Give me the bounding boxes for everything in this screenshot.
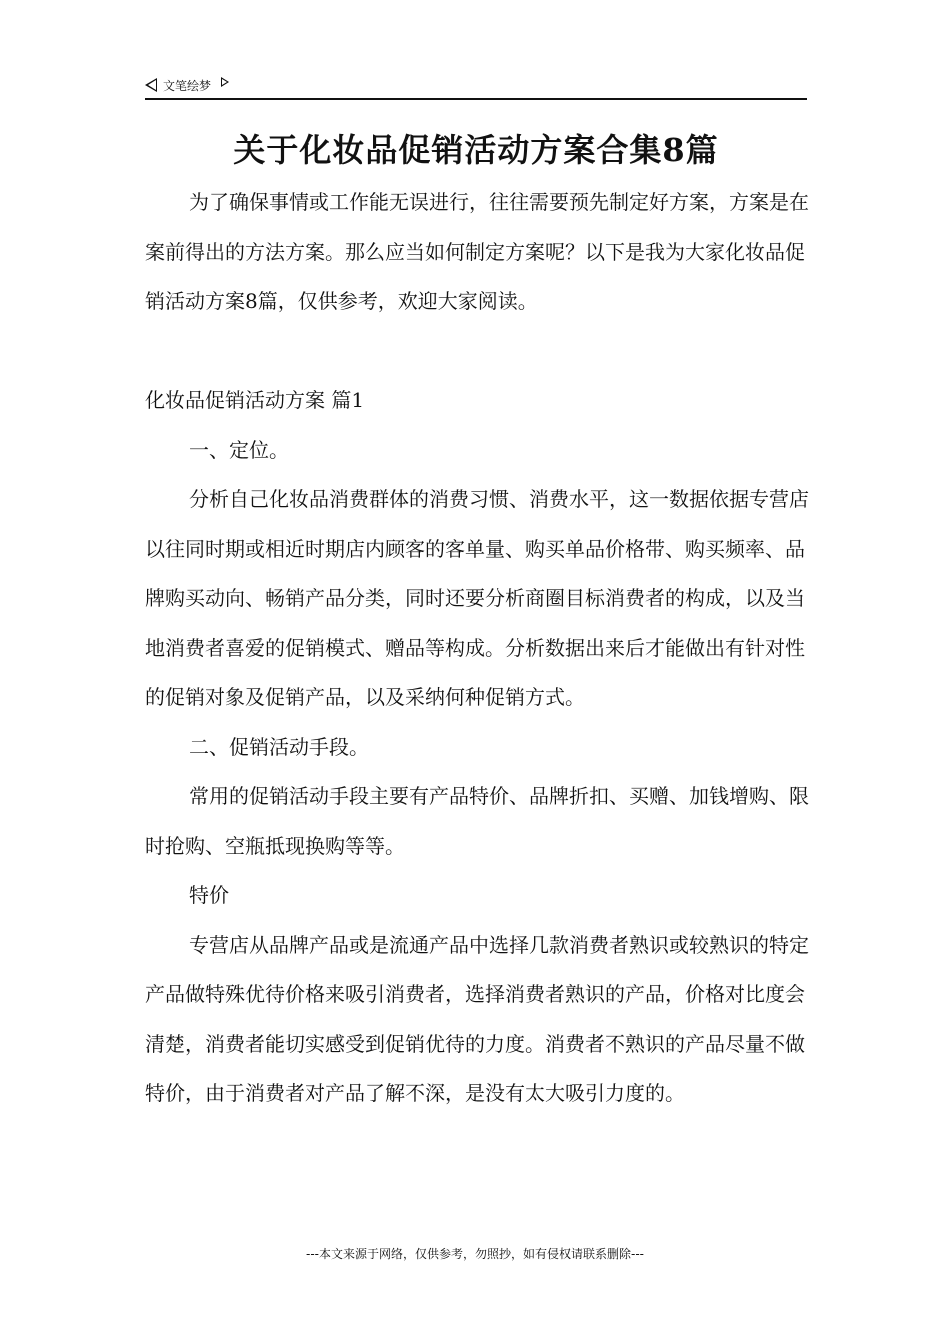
paragraph-common-means: 常用的促销活动手段主要有产品特价、品牌折扣、买赠、加钱增购、限时抢购、空瓶抵现换购等等。 [145,784,809,858]
heading-promotion-means: 二、促销活动手段。 [189,734,369,759]
paragraph-special-price: 专营店从品牌产品或是流通产品中选择几款消费者熟识或较熟识的特定产品做特殊优待价格来吸引消费者，选择消费者熟识的产品，价格对比度会清楚，消费者能切实感受到促销优待的力度。消费者不熟识的产品尽量不做特价，由于消费者对产品了解不深，是没有太大吸引力度的。 [145,932,809,1105]
heading-special-price: 特价 [189,883,229,907]
document-body [145,178,810,1119]
heading-positioning: 一、定位。 [189,437,289,462]
spacer [145,327,810,377]
paragraph-analysis: 分析自己化妆品消费群体的消费习惯、消费水平，这一数据依据专营店以往同时期或相近时期店内顾客的客单量、购买单品价格带、购买频率、品牌购买动向、畅销产品分类，同时还要分析商圈目标消费者的构成，以及当地消费者喜爱的促销模式、赠品等构成。分析数据出来后才能做出有针对性的促销对象及促销产品，以及采纳何种促销方式。 [145,487,809,709]
brand [145,74,229,96]
document-title: 关于化妆品促销活动方案合集8篇 [233,131,719,169]
triangle-right-icon [221,77,229,87]
triangle-left-icon [145,78,157,92]
footer-disclaimer: ---本文来源于网络，仅供参考，勿照抄，如有侵权请联系删除--- [306,1247,644,1261]
section-title: 化妆品促销活动方案 篇1 [145,388,365,412]
intro-paragraph: 为了确保事情或工作能无误进行，往往需要预先制定好方案，方案是在案前得出的方法方案。那么应当如何制定方案呢？以下是我为大家化妆品促销活动方案8篇，仅供参考，欢迎大家阅读。 [145,190,809,313]
brand-label: 文笔绘梦 [163,78,212,93]
page-header [145,72,807,100]
